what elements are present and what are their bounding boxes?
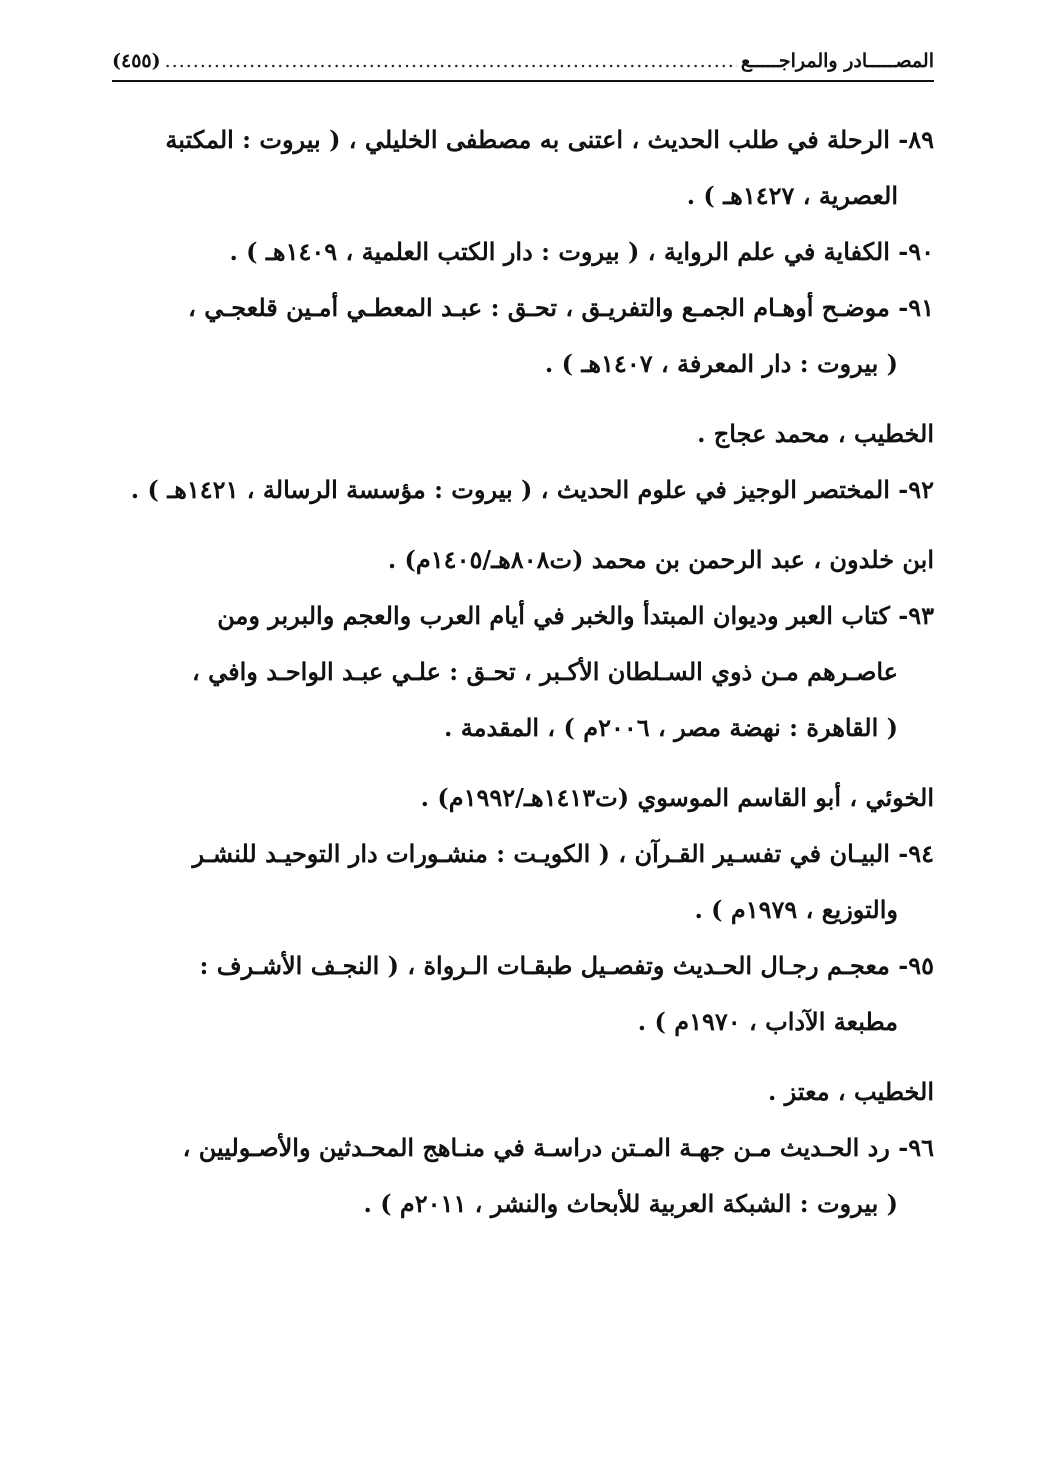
page-number: (٤٥٥) [112, 50, 161, 72]
entry-line: ٩١- موضـح أوهـام الجمـع والتفريـق ، تحـق : عبـد المعطـي أمـين قلعجـي ، [188, 293, 934, 322]
entry-92 [112, 462, 934, 518]
entry-89 [112, 112, 934, 224]
entry-line: ٩٢- المختصر الوجيز في علوم الحديث ، ( بيروت : مؤسسة الرسالة ، ١٤٢١هـ ) . [130, 475, 934, 504]
entry-95 [112, 938, 934, 1050]
entry-90 [112, 224, 934, 280]
running-header [112, 38, 934, 72]
author-heading: الخطيب ، معتز . [767, 1077, 934, 1106]
entry-line: ٩٠- الكفاية في علم الرواية ، ( بيروت : دار الكتب العلمية ، ١٤٠٩هـ ) . [229, 237, 934, 266]
entry-line: ٩٦- رد الحـديث مـن جهـة المـتن دراسـة في منـاهج المحـدثين والأصـوليين ، [182, 1133, 934, 1162]
entry-91 [112, 280, 934, 392]
entry-line: ٩٣- كتاب العبر وديوان المبتدأ والخبر في أيام العرب والعجم والبربر ومن [217, 601, 934, 630]
entry-96 [112, 1120, 934, 1232]
author-heading: الخوئي ، أبو القاسم الموسوي (ت١٤١٣هـ/١٩٩٢م) . [420, 783, 934, 812]
entry-line: ( بيروت : دار المعرفة ، ١٤٠٧هـ ) . [544, 349, 898, 378]
entry-line: ( القاهرة : نهضة مصر ، ٢٠٠٦م ) ، المقدمة . [444, 713, 898, 742]
entry-line: والتوزيع ، ١٩٧٩م ) . [694, 895, 898, 924]
header-leader-dots [165, 50, 737, 72]
bibliography-list [112, 112, 934, 1232]
header-rule [112, 80, 934, 82]
entry-line: ٩٥- معجـم رجـال الحـديث وتفصـيل طبقـات الـرواة ، ( النجـف الأشـرف : [199, 951, 934, 980]
entry-line: ٨٩- الرحلة في طلب الحديث ، اعتنى به مصطفى الخليلي ، ( بيروت : المكتبة [165, 125, 934, 154]
header-title: المصـــــادر والمراجـــــع [740, 50, 934, 72]
author-heading: ابن خلدون ، عبد الرحمن بن محمد (ت٨٠٨هـ/١٤٠٥م) . [387, 545, 934, 574]
entry-93 [112, 588, 934, 756]
entry-line: عاصـرهم مـن ذوي السـلطان الأكـبر ، تحـق : علـي عبـد الواحـد وافي ، [192, 657, 898, 686]
entry-94 [112, 826, 934, 938]
entry-line: ٩٤- البيـان في تفسـير القـرآن ، ( الكويـت : منشـورات دار التوحيـد للنشـر [192, 839, 934, 868]
entry-line: ( بيروت : الشبكة العربية للأبحاث والنشر ، ٢٠١١م ) . [363, 1189, 898, 1218]
author-heading: الخطيب ، محمد عجاج . [697, 419, 934, 448]
entry-line: مطبعة الآداب ، ١٩٧٠م ) . [637, 1007, 898, 1036]
entry-line: العصرية ، ١٤٢٧هـ ) . [686, 181, 898, 210]
